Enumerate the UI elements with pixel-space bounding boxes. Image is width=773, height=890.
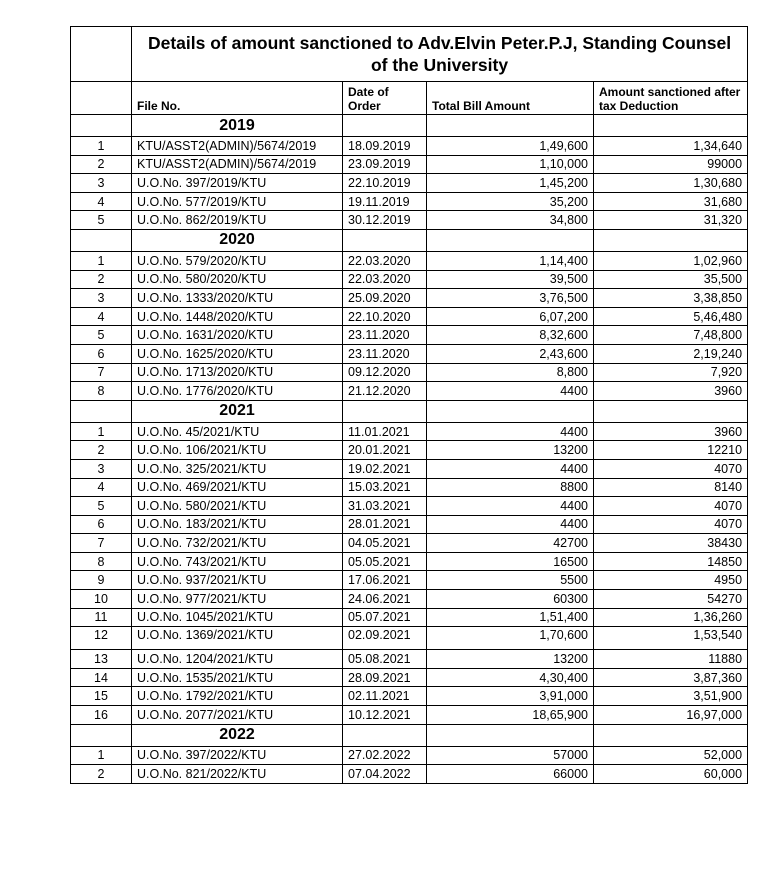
total-bill-amount: 4400 — [427, 382, 594, 401]
serial-number: 1 — [71, 251, 132, 270]
year-blank-cell — [594, 400, 748, 422]
table-row — [71, 289, 748, 308]
amount-after-tax: 3,38,850 — [594, 289, 748, 308]
total-bill-amount: 1,10,000 — [427, 155, 594, 174]
date-of-order: 28.01.2021 — [343, 515, 427, 534]
table-row — [71, 590, 748, 609]
file-number: U.O.No. 862/2019/KTU — [132, 211, 343, 230]
serial-number: 4 — [71, 192, 132, 211]
date-of-order: 18.09.2019 — [343, 137, 427, 156]
table-row — [71, 627, 748, 650]
serial-number: 5 — [71, 497, 132, 516]
file-number: U.O.No. 579/2020/KTU — [132, 251, 343, 270]
file-number: U.O.No. 732/2021/KTU — [132, 534, 343, 553]
header-row — [71, 82, 748, 115]
file-number: U.O.No. 1625/2020/KTU — [132, 344, 343, 363]
serial-number: 5 — [71, 326, 132, 345]
total-bill-amount: 3,91,000 — [427, 687, 594, 706]
total-bill-amount: 4400 — [427, 422, 594, 441]
year-blank-cell — [594, 115, 748, 137]
total-bill-amount: 66000 — [427, 765, 594, 784]
serial-number: 3 — [71, 459, 132, 478]
date-of-order: 23.11.2020 — [343, 344, 427, 363]
amount-after-tax: 4070 — [594, 497, 748, 516]
date-of-order: 05.05.2021 — [343, 552, 427, 571]
total-bill-amount: 1,14,400 — [427, 251, 594, 270]
year-blank-cell — [343, 400, 427, 422]
amount-after-tax: 1,30,680 — [594, 174, 748, 193]
table-row — [71, 571, 748, 590]
table-row — [71, 155, 748, 174]
total-bill-amount: 8,800 — [427, 363, 594, 382]
amount-after-tax: 7,48,800 — [594, 326, 748, 345]
serial-number: 7 — [71, 363, 132, 382]
table-row — [71, 192, 748, 211]
year-blank-cell — [594, 229, 748, 251]
amount-after-tax: 3960 — [594, 382, 748, 401]
document-title: Details of amount sanctioned to Adv.Elvin Peter.P.J, Standing Counsel of the University — [132, 27, 748, 82]
table-row — [71, 765, 748, 784]
date-of-order: 15.03.2021 — [343, 478, 427, 497]
serial-number: 1 — [71, 746, 132, 765]
date-of-order: 19.11.2019 — [343, 192, 427, 211]
date-of-order: 10.12.2021 — [343, 706, 427, 725]
file-number: U.O.No. 1631/2020/KTU — [132, 326, 343, 345]
file-number: U.O.No. 577/2019/KTU — [132, 192, 343, 211]
amount-after-tax: 14850 — [594, 552, 748, 571]
serial-number: 1 — [71, 422, 132, 441]
serial-number: 6 — [71, 515, 132, 534]
table-row — [71, 515, 748, 534]
year-heading: 2022 — [132, 724, 343, 746]
year-row — [71, 724, 748, 746]
sanction-table — [70, 26, 748, 784]
file-number: U.O.No. 2077/2021/KTU — [132, 706, 343, 725]
year-blank-cell — [427, 724, 594, 746]
total-bill-amount: 2,43,600 — [427, 344, 594, 363]
serial-number: 4 — [71, 307, 132, 326]
amount-after-tax: 8140 — [594, 478, 748, 497]
file-number: U.O.No. 1369/2021/KTU — [132, 627, 343, 650]
total-bill-amount: 5500 — [427, 571, 594, 590]
date-of-order: 09.12.2020 — [343, 363, 427, 382]
total-bill-amount: 3,76,500 — [427, 289, 594, 308]
file-number: U.O.No. 977/2021/KTU — [132, 590, 343, 609]
total-bill-amount: 4400 — [427, 459, 594, 478]
year-row — [71, 229, 748, 251]
table-row — [71, 326, 748, 345]
file-number: U.O.No. 1045/2021/KTU — [132, 608, 343, 627]
date-of-order: 05.07.2021 — [343, 608, 427, 627]
table-row — [71, 382, 748, 401]
total-bill-amount: 18,65,900 — [427, 706, 594, 725]
amount-after-tax: 4070 — [594, 515, 748, 534]
amount-after-tax: 1,02,960 — [594, 251, 748, 270]
header-amount-after-tax: Amount sanctioned after tax Deduction — [594, 82, 748, 115]
date-of-order: 02.09.2021 — [343, 627, 427, 650]
serial-number: 1 — [71, 137, 132, 156]
total-bill-amount: 60300 — [427, 590, 594, 609]
amount-after-tax: 54270 — [594, 590, 748, 609]
table-row — [71, 251, 748, 270]
header-total-bill-amount: Total Bill Amount — [427, 82, 594, 115]
date-of-order: 31.03.2021 — [343, 497, 427, 516]
serial-number: 2 — [71, 765, 132, 784]
total-bill-amount: 1,51,400 — [427, 608, 594, 627]
serial-number: 4 — [71, 478, 132, 497]
total-bill-amount: 8,32,600 — [427, 326, 594, 345]
file-number: U.O.No. 106/2021/KTU — [132, 441, 343, 460]
year-blank-cell — [71, 229, 132, 251]
table-row — [71, 534, 748, 553]
total-bill-amount: 39,500 — [427, 270, 594, 289]
amount-after-tax: 12210 — [594, 441, 748, 460]
table-row — [71, 422, 748, 441]
year-blank-cell — [594, 724, 748, 746]
year-blank-cell — [427, 115, 594, 137]
serial-number: 7 — [71, 534, 132, 553]
amount-after-tax: 3960 — [594, 422, 748, 441]
date-of-order: 22.03.2020 — [343, 270, 427, 289]
amount-after-tax: 3,87,360 — [594, 668, 748, 687]
serial-number: 9 — [71, 571, 132, 590]
total-bill-amount: 4400 — [427, 497, 594, 516]
total-bill-amount: 1,45,200 — [427, 174, 594, 193]
serial-number: 13 — [71, 650, 132, 669]
table-row — [71, 137, 748, 156]
total-bill-amount: 13200 — [427, 441, 594, 460]
amount-after-tax: 60,000 — [594, 765, 748, 784]
amount-after-tax: 38430 — [594, 534, 748, 553]
amount-after-tax: 11880 — [594, 650, 748, 669]
total-bill-amount: 13200 — [427, 650, 594, 669]
file-number: U.O.No. 821/2022/KTU — [132, 765, 343, 784]
table-row — [71, 687, 748, 706]
total-bill-amount: 4400 — [427, 515, 594, 534]
date-of-order: 22.03.2020 — [343, 251, 427, 270]
year-heading: 2021 — [132, 400, 343, 422]
table-row — [71, 746, 748, 765]
amount-after-tax: 35,500 — [594, 270, 748, 289]
amount-after-tax: 7,920 — [594, 363, 748, 382]
serial-number: 14 — [71, 668, 132, 687]
total-bill-amount: 1,70,600 — [427, 627, 594, 650]
date-of-order: 22.10.2019 — [343, 174, 427, 193]
date-of-order: 11.01.2021 — [343, 422, 427, 441]
total-bill-amount: 16500 — [427, 552, 594, 571]
serial-number: 2 — [71, 441, 132, 460]
table-row — [71, 650, 748, 669]
year-blank-cell — [71, 724, 132, 746]
amount-after-tax: 31,320 — [594, 211, 748, 230]
table-row — [71, 459, 748, 478]
date-of-order: 28.09.2021 — [343, 668, 427, 687]
serial-number: 5 — [71, 211, 132, 230]
amount-after-tax: 1,34,640 — [594, 137, 748, 156]
table-row — [71, 363, 748, 382]
total-bill-amount: 1,49,600 — [427, 137, 594, 156]
file-number: U.O.No. 325/2021/KTU — [132, 459, 343, 478]
file-number: U.O.No. 1448/2020/KTU — [132, 307, 343, 326]
date-of-order: 19.02.2021 — [343, 459, 427, 478]
year-blank-cell — [71, 400, 132, 422]
serial-number: 15 — [71, 687, 132, 706]
file-number: U.O.No. 397/2019/KTU — [132, 174, 343, 193]
file-number: U.O.No. 1204/2021/KTU — [132, 650, 343, 669]
year-blank-cell — [427, 229, 594, 251]
date-of-order: 24.06.2021 — [343, 590, 427, 609]
file-number: U.O.No. 580/2021/KTU — [132, 497, 343, 516]
amount-after-tax: 4070 — [594, 459, 748, 478]
total-bill-amount: 42700 — [427, 534, 594, 553]
amount-after-tax: 52,000 — [594, 746, 748, 765]
header-file-no: File No. — [132, 82, 343, 115]
total-bill-amount: 4,30,400 — [427, 668, 594, 687]
serial-number: 2 — [71, 270, 132, 289]
table-row — [71, 608, 748, 627]
date-of-order: 22.10.2020 — [343, 307, 427, 326]
date-of-order: 17.06.2021 — [343, 571, 427, 590]
serial-number: 2 — [71, 155, 132, 174]
amount-after-tax: 3,51,900 — [594, 687, 748, 706]
file-number: U.O.No. 1792/2021/KTU — [132, 687, 343, 706]
total-bill-amount: 35,200 — [427, 192, 594, 211]
date-of-order: 23.09.2019 — [343, 155, 427, 174]
file-number: U.O.No. 183/2021/KTU — [132, 515, 343, 534]
total-bill-amount: 8800 — [427, 478, 594, 497]
table-row — [71, 344, 748, 363]
serial-number: 8 — [71, 382, 132, 401]
table-row — [71, 307, 748, 326]
date-of-order: 25.09.2020 — [343, 289, 427, 308]
table-row — [71, 211, 748, 230]
serial-number: 12 — [71, 627, 132, 650]
date-of-order: 30.12.2019 — [343, 211, 427, 230]
year-blank-cell — [343, 724, 427, 746]
header-sl — [71, 82, 132, 115]
file-number: U.O.No. 469/2021/KTU — [132, 478, 343, 497]
serial-number: 8 — [71, 552, 132, 571]
table-row — [71, 478, 748, 497]
year-heading: 2019 — [132, 115, 343, 137]
date-of-order: 23.11.2020 — [343, 326, 427, 345]
file-number: U.O.No. 45/2021/KTU — [132, 422, 343, 441]
file-number: U.O.No. 1776/2020/KTU — [132, 382, 343, 401]
date-of-order: 20.01.2021 — [343, 441, 427, 460]
date-of-order: 27.02.2022 — [343, 746, 427, 765]
file-number: KTU/ASST2(ADMIN)/5674/2019 — [132, 155, 343, 174]
file-number: KTU/ASST2(ADMIN)/5674/2019 — [132, 137, 343, 156]
file-number: U.O.No. 937/2021/KTU — [132, 571, 343, 590]
table-row — [71, 706, 748, 725]
serial-number: 3 — [71, 289, 132, 308]
document-page — [70, 26, 747, 784]
file-number: U.O.No. 580/2020/KTU — [132, 270, 343, 289]
amount-after-tax: 1,53,540 — [594, 627, 748, 650]
amount-after-tax: 4950 — [594, 571, 748, 590]
date-of-order: 04.05.2021 — [343, 534, 427, 553]
total-bill-amount: 34,800 — [427, 211, 594, 230]
date-of-order: 21.12.2020 — [343, 382, 427, 401]
amount-after-tax: 99000 — [594, 155, 748, 174]
date-of-order: 07.04.2022 — [343, 765, 427, 784]
amount-after-tax: 2,19,240 — [594, 344, 748, 363]
year-row — [71, 115, 748, 137]
year-blank-cell — [343, 229, 427, 251]
total-bill-amount: 57000 — [427, 746, 594, 765]
table-row — [71, 441, 748, 460]
year-heading: 2020 — [132, 229, 343, 251]
signature-mark — [435, 882, 475, 890]
title-row — [71, 27, 748, 82]
table-row — [71, 174, 748, 193]
year-blank-cell — [343, 115, 427, 137]
serial-number: 10 — [71, 590, 132, 609]
serial-number: 6 — [71, 344, 132, 363]
amount-after-tax: 5,46,480 — [594, 307, 748, 326]
year-blank-cell — [71, 115, 132, 137]
file-number: U.O.No. 743/2021/KTU — [132, 552, 343, 571]
date-of-order: 02.11.2021 — [343, 687, 427, 706]
year-blank-cell — [427, 400, 594, 422]
amount-after-tax: 16,97,000 — [594, 706, 748, 725]
table-row — [71, 552, 748, 571]
table-row — [71, 270, 748, 289]
total-bill-amount: 6,07,200 — [427, 307, 594, 326]
date-of-order: 05.08.2021 — [343, 650, 427, 669]
header-date-of-order: Date of Order — [343, 82, 427, 115]
file-number: U.O.No. 1713/2020/KTU — [132, 363, 343, 382]
file-number: U.O.No. 397/2022/KTU — [132, 746, 343, 765]
file-number: U.O.No. 1333/2020/KTU — [132, 289, 343, 308]
amount-after-tax: 31,680 — [594, 192, 748, 211]
serial-number: 16 — [71, 706, 132, 725]
table-row — [71, 668, 748, 687]
serial-number: 3 — [71, 174, 132, 193]
title-blank-cell — [71, 27, 132, 82]
amount-after-tax: 1,36,260 — [594, 608, 748, 627]
file-number: U.O.No. 1535/2021/KTU — [132, 668, 343, 687]
year-row — [71, 400, 748, 422]
serial-number: 11 — [71, 608, 132, 627]
table-row — [71, 497, 748, 516]
